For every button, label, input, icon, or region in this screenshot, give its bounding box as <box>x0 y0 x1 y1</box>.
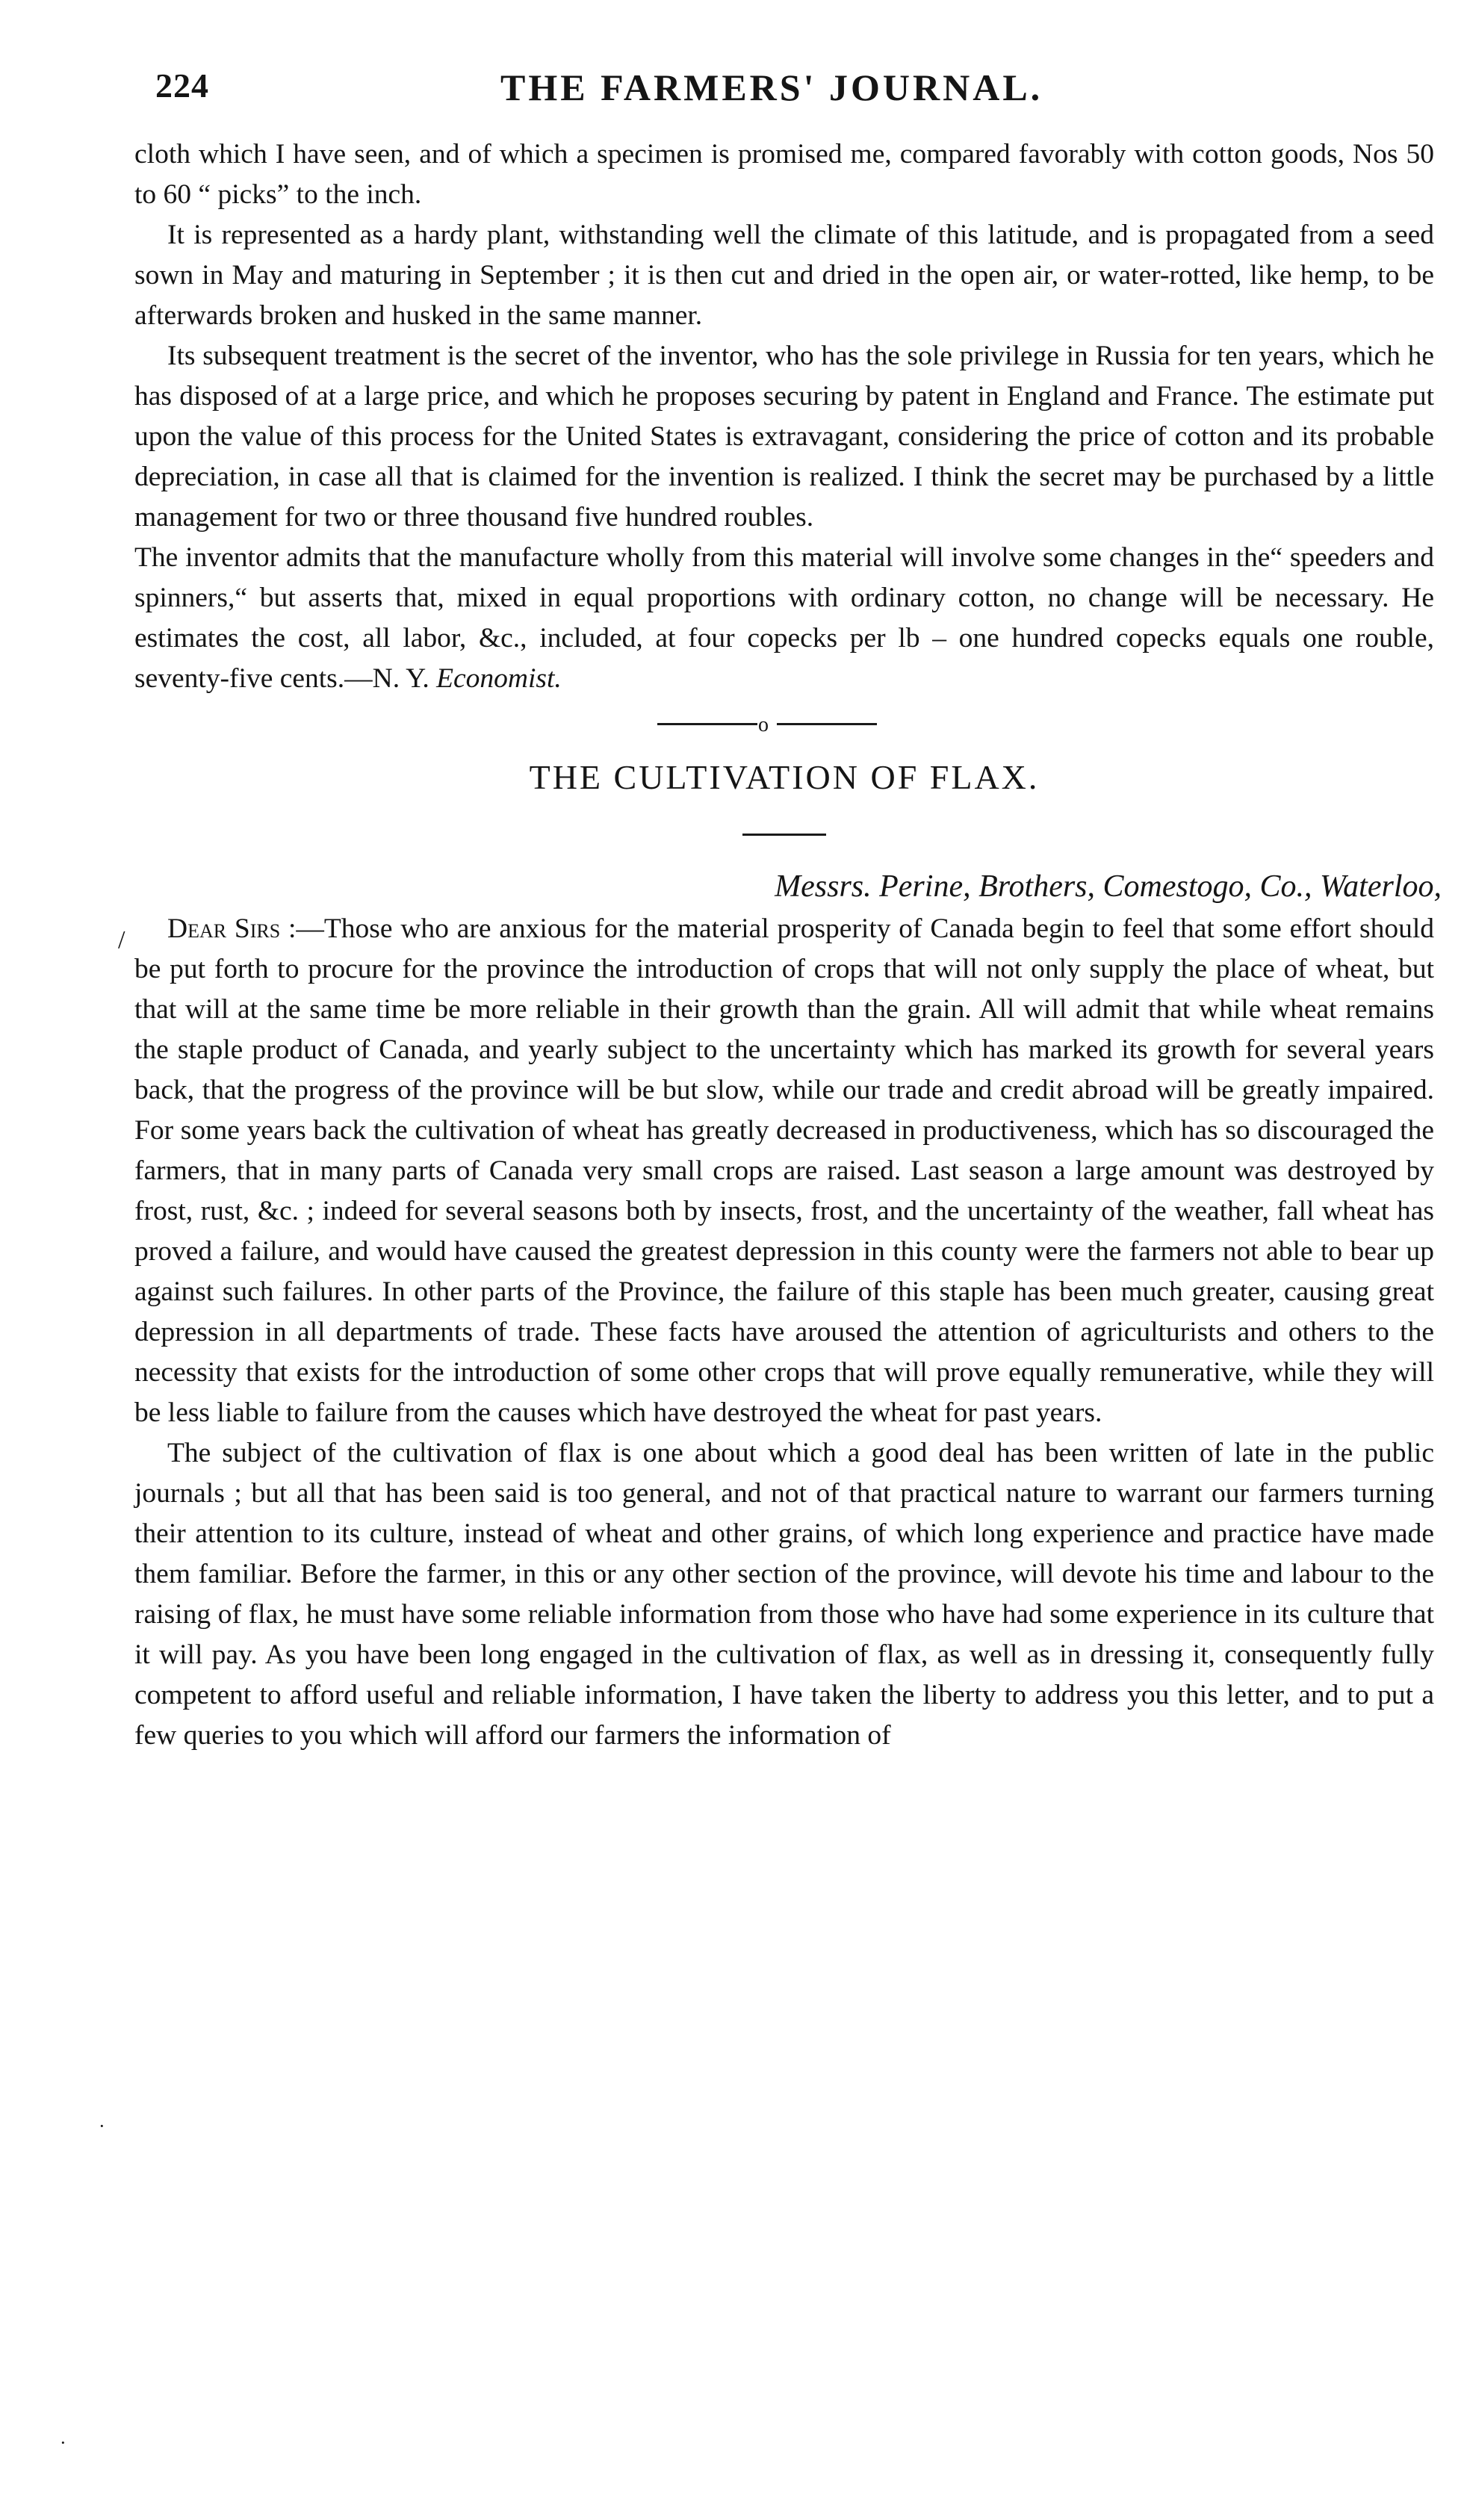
title-rule <box>742 834 826 836</box>
article-cotton-substitute <box>134 134 1434 699</box>
margin-dot: · <box>99 2115 105 2137</box>
paragraph-text: :—Those who are anxious for the material prosperity of Canada begin to feel that some effort should be put forth to procure for the province the introduction of crops that will not only supply the place of wheat, but that will at the same time be more reliable in their growth than the grain. All will admit that while wheat remains the staple product of Canada, and yearly subject to the uncertainty which has marked its growth for several years back, that the progress of the province will be but slow, while our trade and credit abroad will be greatly impaired. For some years back the cultivation of wheat has greatly decreased in productiveness, which has so discouraged the farmers, that in many parts of Canada very small crops are raised. Last season a large amount was destroyed by frost, rust, &c. ; indeed for several seasons both by insects, frost, and the uncertainty of the weather, fall wheat has proved a failure, and would have caused the greatest depression in this county were the farmers not able to bear up against such failures. In other parts of the Province, the failure of this staple has been much greater, causing great depression in all departments of trade. These facts have aroused the attention of agriculturists and others to the necessity that exists for the introduction of some other crops that will prove equally remunerative, while they will be less liable to failure from the causes which have destroyed the wheat for past years. <box>134 913 1434 1428</box>
paragraph-continuation: cloth which I have seen, and of which a specimen is promised me, compared favorably with cotton goods, Nos 50 to 60 “ picks” to the inch. <box>134 139 1434 210</box>
divider-rule-right <box>777 723 877 725</box>
paragraph-closing <box>134 538 1434 699</box>
article-title: THE CULTIVATION OF FLAX. <box>529 758 1040 796</box>
paragraph: The subject of the cultivation of flax is one about which a good deal has been written of late in the public journals ; but all that has been said is too general, and not of that practical nature to warrant our farmers turning their attention to its culture, instead of wheat and other grains, of which long experience and practice have made them familiar. Before the farmer, in this or any other section of the province, will devote his time and labour to the raising of flax, he must have some reliable information from those who have had some experience in its culture that it will pay. As you have been long engaged in the cultivation of flax, as well as in dressing it, consequently fully competent to afford useful and reliable information, I have taken the liberty to address you this letter, and to put a few queries to you which will afford our farmers the information of <box>134 1438 1434 1751</box>
page-number: 224 <box>155 66 209 105</box>
margin-mark: / <box>118 926 125 954</box>
letter-addressee: Messrs. Perine, Brothers, Comestogo, Co., Waterloo, <box>775 869 1442 904</box>
paragraph-text: The inventor admits that the manufacture wholly from this material will involve some changes in the“ speeders and spinners,“ but asserts that, mixed in equal proportions with ordinary cotton, no change will be necessary. He estimates the cost, all labor, &c., included, at four copecks per lb – one hundred copecks equals one rouble, seventy-five cents.—N. Y. <box>134 542 1434 694</box>
article-flax <box>134 909 1434 1756</box>
source-citation: Economist. <box>436 663 562 694</box>
divider-circle-icon: o <box>758 713 769 736</box>
salutation: Dear Sirs <box>167 913 281 944</box>
divider-rule-left <box>657 723 757 725</box>
page-header <box>134 52 1434 127</box>
running-title: THE FARMERS' JOURNAL. <box>500 66 1043 108</box>
paragraph: Its subsequent treatment is the secret of the inventor, who has the sole privilege in Russia for ten years, which he has disposed of at a large price, and which he proposes securing by patent in England and France. The estimate put upon the value of this process for the United States is extravagant, considering the price of cotton and its probable depreciation, in case all that is claimed for the invention is realized. I think the secret may be purchased by a little management for two or three thousand five hundred roubles. <box>134 341 1434 533</box>
margin-dot: · <box>60 2432 66 2454</box>
section-divider <box>134 708 1434 753</box>
paragraph: It is represented as a hardy plant, withstanding well the climate of this latitude, and is propagated from a seed sown in May and maturing in September ; it is then cut and dried in the open air, or water-rotted, like hemp, to be afterwards broken and husked in the same manner. <box>134 220 1434 331</box>
journal-page <box>134 52 1442 1756</box>
paragraph-opening <box>134 909 1434 1433</box>
